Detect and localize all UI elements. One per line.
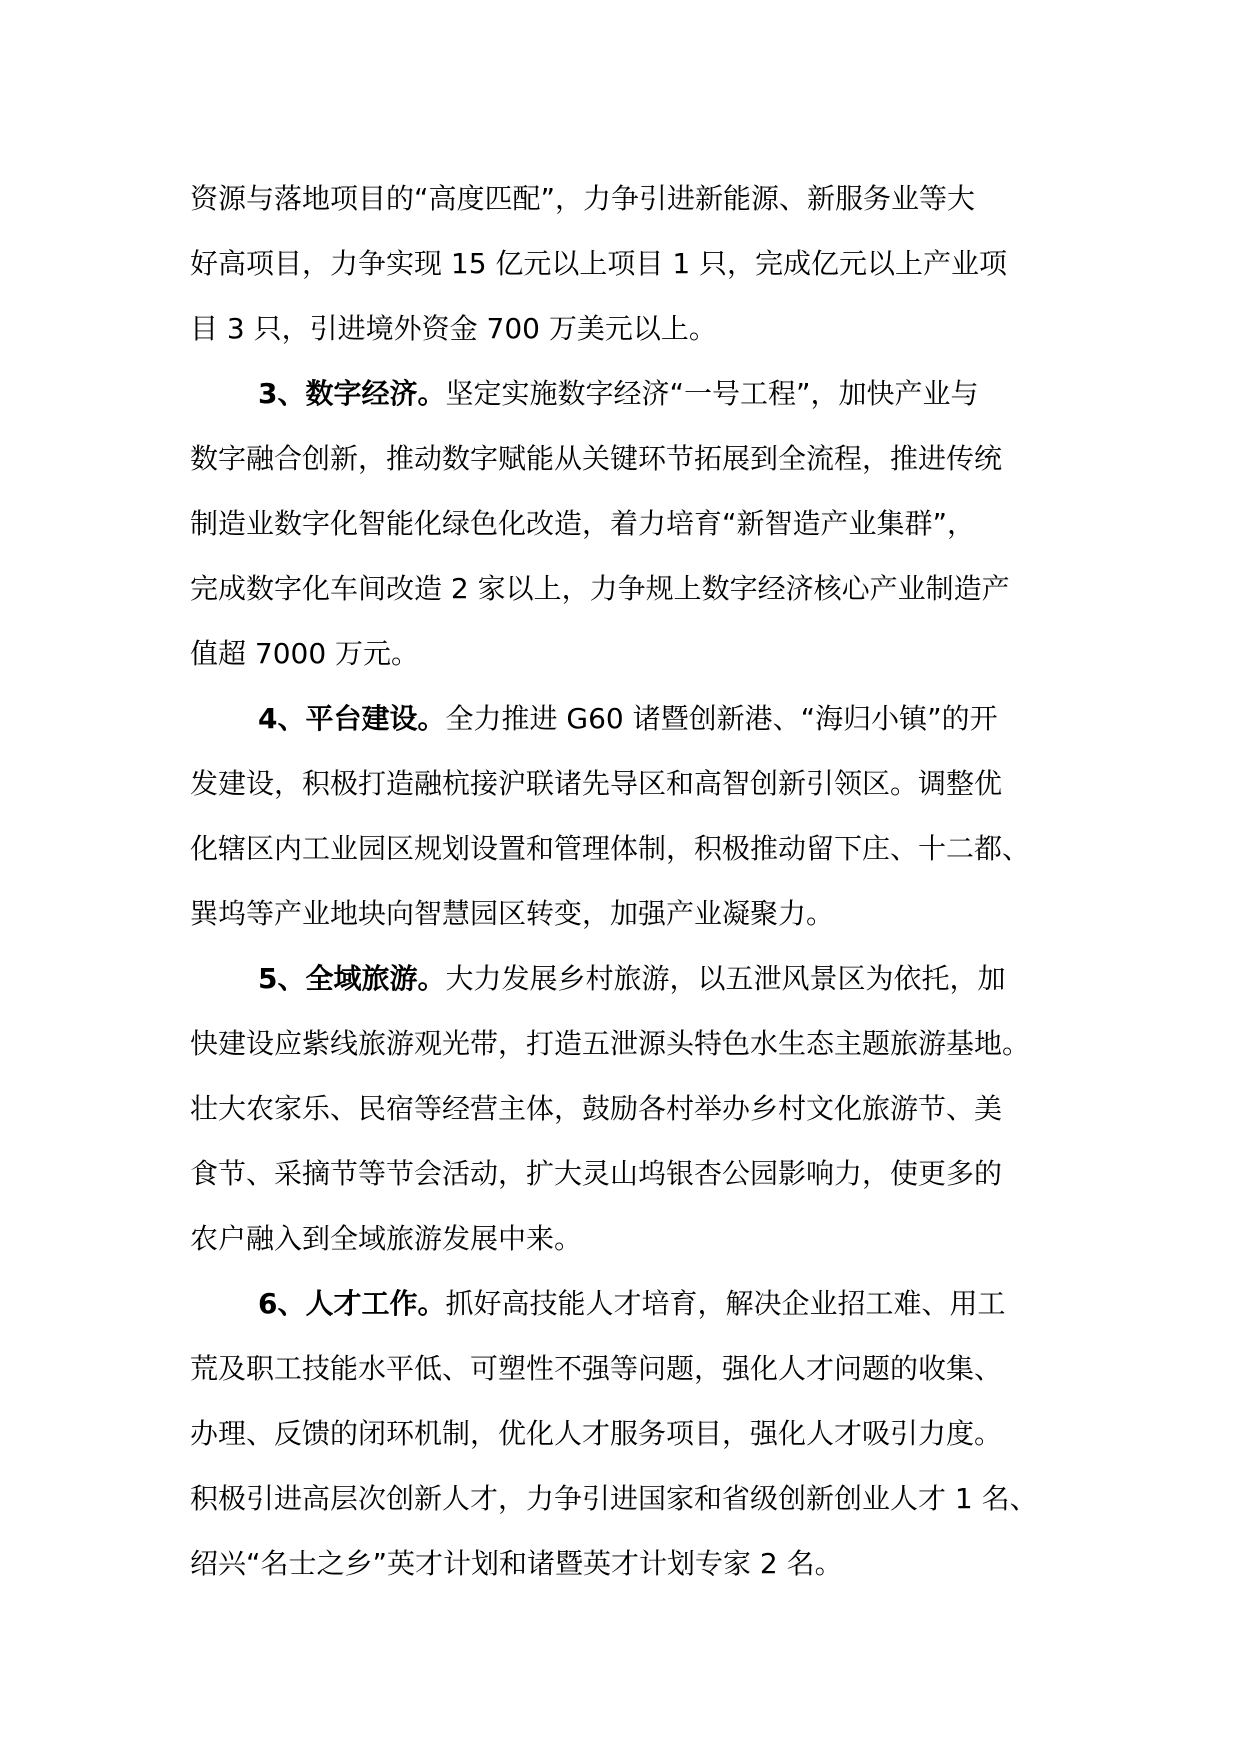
line-text: 快建设应紫线旅游观光带，打造五泄源头特色水生态主题旅游基地。 (190, 1027, 1031, 1060)
paragraph-line (190, 881, 1056, 946)
section-digital-economy (190, 361, 1056, 426)
section-heading: 5、全域旅游。 (258, 962, 446, 995)
paragraph-line (190, 621, 1056, 686)
line-text: 办理、反馈的闭环机制，优化人才服务项目，强化人才吸引力度。 (190, 1417, 1003, 1450)
line-text: 制造业数字化智能化绿色化改造，着力培育“新智造产业集群”， (190, 507, 976, 540)
paragraph-line (190, 1336, 1056, 1401)
document-body (190, 166, 1056, 1596)
line-text: 全力推进 G60 诸暨创新港、“海归小镇”的开 (445, 702, 998, 735)
line-text: 农户融入到全域旅游发展中来。 (190, 1222, 583, 1255)
line-text: 坚定实施数字经济“一号工程”，加快产业与 (445, 377, 979, 410)
line-text: 资源与落地项目的“高度匹配”，力争引进新能源、新服务业等大 (190, 182, 976, 215)
section-heading: 4、平台建设。 (258, 702, 446, 735)
line-text: 值超 7000 万元。 (190, 637, 420, 670)
paragraph-line (190, 296, 1056, 361)
paragraph-line (190, 1401, 1056, 1466)
section-heading: 3、数字经济。 (258, 377, 446, 410)
paragraph-line (190, 1531, 1056, 1596)
section-heading: 6、人才工作。 (258, 1287, 446, 1320)
line-text: 目 3 只，引进境外资金 700 万美元以上。 (190, 312, 717, 345)
line-text: 荒及职工技能水平低、可塑性不强等问题，强化人才问题的收集、 (190, 1352, 1003, 1385)
paragraph-line (190, 1206, 1056, 1271)
line-text: 大力发展乡村旅游，以五泄风景区为依托，加 (445, 962, 1006, 995)
section-platform-construction (190, 686, 1056, 751)
line-text: 食节、采摘节等节会活动，扩大灵山坞银杏公园影响力，使更多的 (190, 1157, 1003, 1190)
paragraph-line (190, 166, 1056, 231)
line-text: 数字融合创新，推动数字赋能从关键环节拓展到全流程，推进传统 (190, 442, 1003, 475)
line-text: 完成数字化车间改造 2 家以上，力争规上数字经济核心产业制造产 (190, 572, 1010, 605)
paragraph-line (190, 751, 1056, 816)
paragraph-line (190, 1141, 1056, 1206)
paragraph-line (190, 231, 1056, 296)
line-text: 化辖区内工业园区规划设置和管理体制，积极推动留下庄、十二都、 (190, 832, 1031, 865)
line-text: 积极引进高层次创新人才，力争引进国家和省级创新创业人才 1 名、 (190, 1482, 1038, 1515)
paragraph-line (190, 1076, 1056, 1141)
paragraph-line (190, 491, 1056, 556)
paragraph-line (190, 1466, 1056, 1531)
line-text: 好高项目，力争实现 15 亿元以上项目 1 只，完成亿元以上产业项 (190, 247, 1008, 280)
line-text: 发建设，积极打造融杭接沪联诸先导区和高智创新引领区。调整优 (190, 767, 1003, 800)
line-text: 巽坞等产业地块向智慧园区转变，加强产业凝聚力。 (190, 897, 835, 930)
paragraph-line (190, 426, 1056, 491)
paragraph-line (190, 556, 1056, 621)
paragraph-line (190, 816, 1056, 881)
paragraph-line (190, 1011, 1056, 1076)
line-text: 绍兴“名士之乡”英才计划和诸暨英才计划专家 2 名。 (190, 1547, 843, 1580)
section-talent (190, 1271, 1056, 1336)
line-text: 抓好高技能人才培育，解决企业招工难、用工 (445, 1287, 1006, 1320)
section-tourism (190, 946, 1056, 1011)
line-text: 壮大农家乐、民宿等经营主体，鼓励各村举办乡村文化旅游节、美 (190, 1092, 1003, 1125)
